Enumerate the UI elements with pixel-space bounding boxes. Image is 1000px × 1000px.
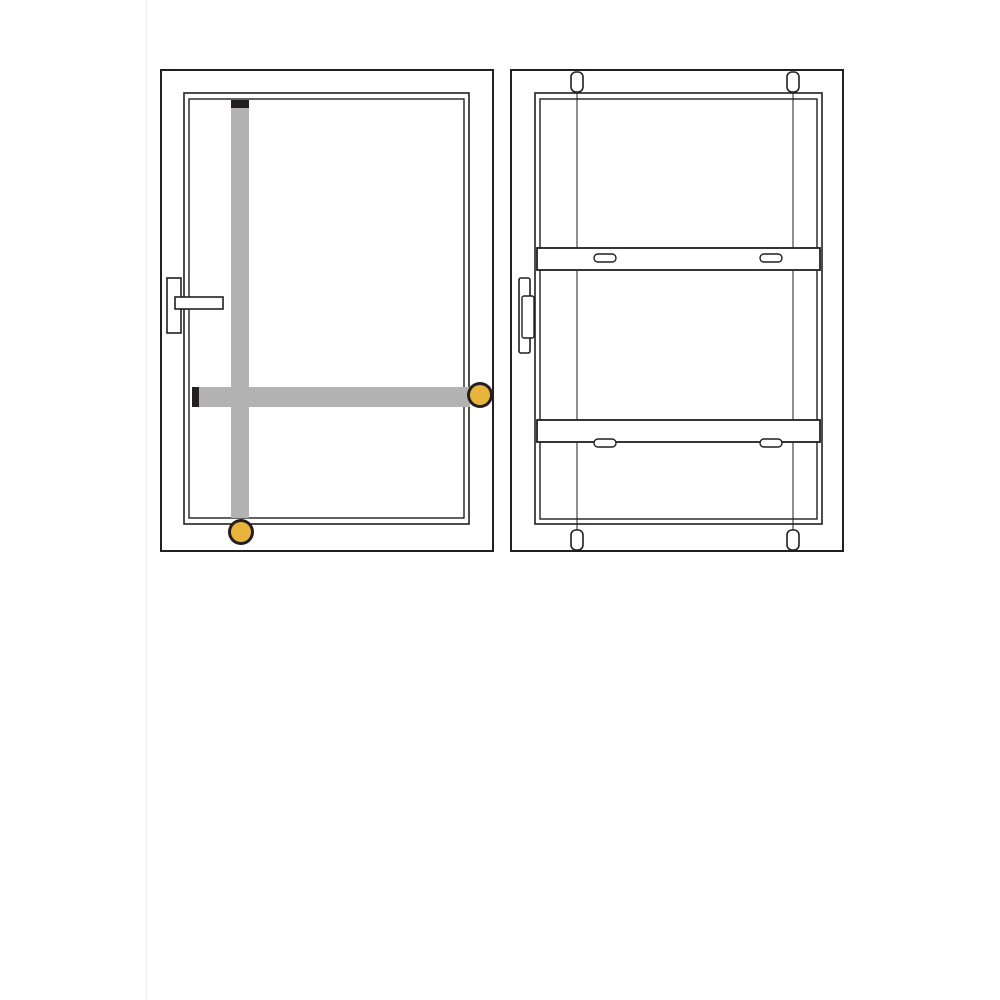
cord-clip-top-left: [571, 72, 583, 92]
blind-top-handle-left: [594, 254, 616, 262]
left-window-handle-lever: [175, 297, 223, 309]
cord-clip-top-right: [787, 72, 799, 92]
right-window-handle-lever: [522, 296, 534, 338]
cord-clip-bottom-right: [787, 530, 799, 550]
tape-housing-bottom: [228, 519, 254, 545]
left-window-glass: [189, 99, 464, 518]
left-window: [161, 70, 493, 551]
tape-housing-right: [467, 382, 493, 408]
horizontal-tape-measure: [192, 387, 470, 407]
blind-bottom-handle-left: [594, 439, 616, 447]
blind-bottom-handle-right: [760, 439, 782, 447]
blind-top-handle-right: [760, 254, 782, 262]
cord-clip-bottom-left: [571, 530, 583, 550]
right-window-glass: [540, 99, 817, 519]
vertical-tape-measure: [231, 100, 249, 518]
